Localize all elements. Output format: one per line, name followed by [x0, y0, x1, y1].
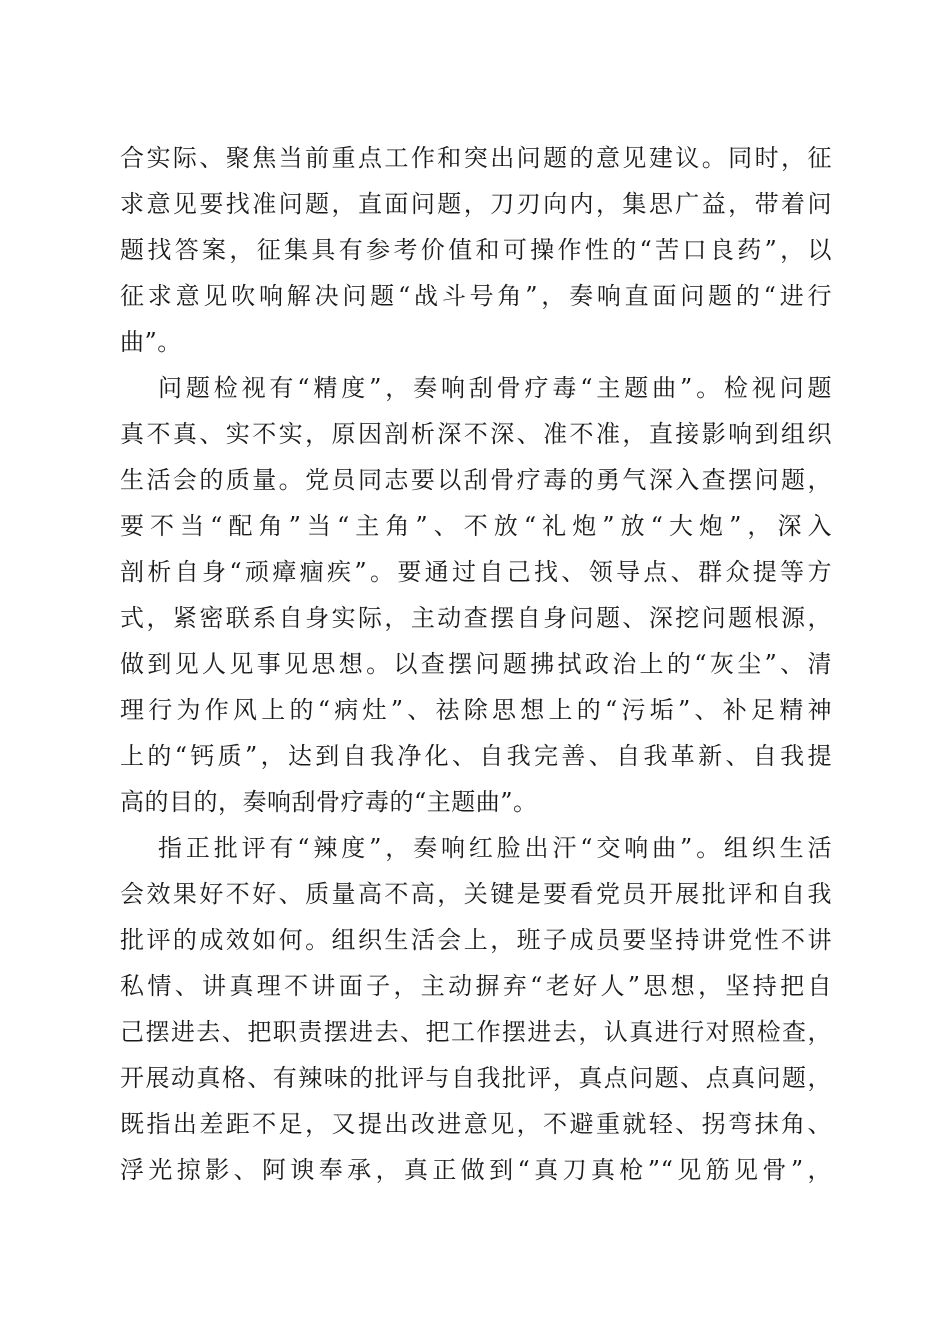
paragraph-2-line-4: 要不当“配角”当“主角”、不放“礼炮”放“大炮”，深入 [120, 512, 832, 540]
paragraph-1-line-3: 题找答案，征集具有参考价值和可操作性的“苦口良药”，以 [120, 236, 832, 264]
paragraph-3-line-4: 私情、讲真理不讲面子，主动摒弃“老好人”思想，坚持把自 [120, 972, 832, 1000]
paragraph-2-line-2: 真不真、实不实，原因剖析深不深、准不准，直接影响到组织 [120, 420, 832, 448]
paragraph-3-line-7: 既指出差距不足，又提出改进意见，不避重就轻、拐弯抹角、 [120, 1110, 832, 1138]
paragraph-3-line-2: 会效果好不好、质量高不高，关键是要看党员开展批评和自我 [120, 880, 832, 908]
paragraph-3-line-6: 开展动真格、有辣味的批评与自我批评，真点问题、点真问题， [120, 1064, 832, 1092]
paragraph-2-line-5: 剖析自身“顽瘴痼疾”。要通过自己找、领导点、群众提等方 [120, 558, 832, 586]
paragraph-2-line-8: 理行为作风上的“病灶”、祛除思想上的“污垢”、补足精神 [120, 696, 832, 724]
paragraph-3-line-1: 指正批评有“辣度”，奏响红脸出汗“交响曲”。组织生活 [158, 834, 832, 862]
paragraph-1-line-2: 求意见要找准问题，直面问题，刀刃向内，集思广益，带着问 [120, 190, 832, 218]
paragraph-2-line-9: 上的“钙质”，达到自我净化、自我完善、自我革新、自我提 [120, 742, 832, 770]
paragraph-3-line-5: 己摆进去、把职责摆进去、把工作摆进去，认真进行对照检查， [120, 1018, 832, 1046]
paragraph-2-line-6: 式，紧密联系自身实际，主动查摆自身问题、深挖问题根源， [120, 604, 832, 632]
paragraph-2-line-3: 生活会的质量。党员同志要以刮骨疗毒的勇气深入查摆问题， [120, 466, 832, 494]
paragraph-2-line-7: 做到见人见事见思想。以查摆问题拂拭政治上的“灰尘”、清 [120, 650, 832, 678]
paragraph-1-line-1: 合实际、聚焦当前重点工作和突出问题的意见建议。同时，征 [120, 144, 832, 172]
paragraph-3-line-8: 浮光掠影、阿谀奉承，真正做到“真刀真枪”“见筋见骨”， [120, 1156, 832, 1184]
paragraph-1-line-5: 曲”。 [120, 328, 182, 356]
paragraph-2-line-1: 问题检视有“精度”，奏响刮骨疗毒“主题曲”。检视问题 [158, 374, 832, 402]
paragraph-1-line-4: 征求意见吹响解决问题“战斗号角”，奏响直面问题的“进行 [120, 282, 832, 310]
paragraph-3-line-3: 批评的成效如何。组织生活会上，班子成员要坚持讲党性不讲 [120, 926, 832, 954]
paragraph-2-line-10: 高的目的，奏响刮骨疗毒的“主题曲”。 [120, 788, 538, 816]
